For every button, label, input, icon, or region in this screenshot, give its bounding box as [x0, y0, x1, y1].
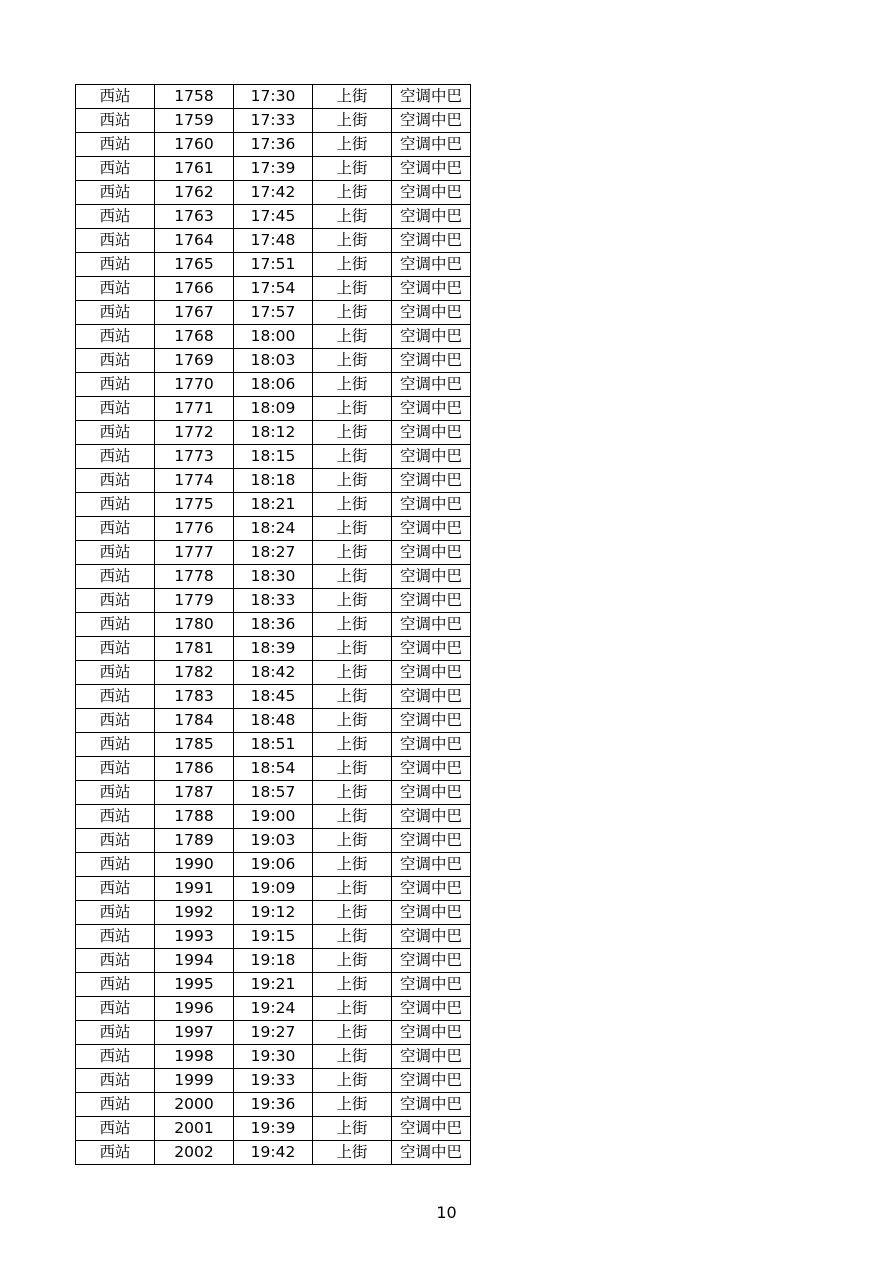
- origin-cell: 西站: [76, 589, 155, 613]
- vehicle-type-cell: 空调中巴: [392, 517, 471, 541]
- destination-cell: 上街: [313, 805, 392, 829]
- table-row: [76, 517, 471, 541]
- vehicle-type-cell: 空调中巴: [392, 949, 471, 973]
- departure-time-cell: 18:48: [234, 709, 313, 733]
- vehicle-type-cell: 空调中巴: [392, 709, 471, 733]
- departure-time-cell: 19:30: [234, 1045, 313, 1069]
- origin-cell: 西站: [76, 157, 155, 181]
- departure-time-cell: 19:39: [234, 1117, 313, 1141]
- origin-cell: 西站: [76, 661, 155, 685]
- origin-cell: 西站: [76, 85, 155, 109]
- vehicle-type-cell: 空调中巴: [392, 541, 471, 565]
- vehicle-type-cell: 空调中巴: [392, 661, 471, 685]
- vehicle-type-cell: 空调中巴: [392, 997, 471, 1021]
- bus-number-cell: 1765: [155, 253, 234, 277]
- destination-cell: 上街: [313, 325, 392, 349]
- destination-cell: 上街: [313, 517, 392, 541]
- destination-cell: 上街: [313, 229, 392, 253]
- table-row: [76, 397, 471, 421]
- destination-cell: 上街: [313, 1117, 392, 1141]
- departure-time-cell: 19:03: [234, 829, 313, 853]
- origin-cell: 西站: [76, 1093, 155, 1117]
- table-row: [76, 349, 471, 373]
- schedule-table-body: [76, 85, 471, 1165]
- vehicle-type-cell: 空调中巴: [392, 205, 471, 229]
- destination-cell: 上街: [313, 1045, 392, 1069]
- vehicle-type-cell: 空调中巴: [392, 421, 471, 445]
- origin-cell: 西站: [76, 613, 155, 637]
- vehicle-type-cell: 空调中巴: [392, 325, 471, 349]
- origin-cell: 西站: [76, 901, 155, 925]
- bus-number-cell: 1775: [155, 493, 234, 517]
- table-row: [76, 205, 471, 229]
- vehicle-type-cell: 空调中巴: [392, 1093, 471, 1117]
- destination-cell: 上街: [313, 349, 392, 373]
- bus-number-cell: 1779: [155, 589, 234, 613]
- departure-time-cell: 18:03: [234, 349, 313, 373]
- bus-number-cell: 1761: [155, 157, 234, 181]
- table-row: [76, 1069, 471, 1093]
- bus-number-cell: 1993: [155, 925, 234, 949]
- bus-number-cell: 1994: [155, 949, 234, 973]
- departure-time-cell: 17:51: [234, 253, 313, 277]
- bus-number-cell: 1773: [155, 445, 234, 469]
- table-row: [76, 253, 471, 277]
- vehicle-type-cell: 空调中巴: [392, 781, 471, 805]
- bus-number-cell: 2001: [155, 1117, 234, 1141]
- vehicle-type-cell: 空调中巴: [392, 1021, 471, 1045]
- bus-number-cell: 1780: [155, 613, 234, 637]
- vehicle-type-cell: 空调中巴: [392, 1069, 471, 1093]
- bus-number-cell: 2002: [155, 1141, 234, 1165]
- table-row: [76, 565, 471, 589]
- destination-cell: 上街: [313, 253, 392, 277]
- origin-cell: 西站: [76, 205, 155, 229]
- vehicle-type-cell: 空调中巴: [392, 877, 471, 901]
- destination-cell: 上街: [313, 157, 392, 181]
- vehicle-type-cell: 空调中巴: [392, 685, 471, 709]
- vehicle-type-cell: 空调中巴: [392, 973, 471, 997]
- departure-time-cell: 18:42: [234, 661, 313, 685]
- destination-cell: 上街: [313, 709, 392, 733]
- table-row: [76, 949, 471, 973]
- vehicle-type-cell: 空调中巴: [392, 757, 471, 781]
- vehicle-type-cell: 空调中巴: [392, 1045, 471, 1069]
- origin-cell: 西站: [76, 877, 155, 901]
- bus-number-cell: 2000: [155, 1093, 234, 1117]
- vehicle-type-cell: 空调中巴: [392, 853, 471, 877]
- bus-number-cell: 1774: [155, 469, 234, 493]
- destination-cell: 上街: [313, 277, 392, 301]
- origin-cell: 西站: [76, 757, 155, 781]
- bus-number-cell: 1789: [155, 829, 234, 853]
- table-row: [76, 157, 471, 181]
- vehicle-type-cell: 空调中巴: [392, 493, 471, 517]
- departure-time-cell: 18:00: [234, 325, 313, 349]
- departure-time-cell: 17:45: [234, 205, 313, 229]
- bus-number-cell: 1758: [155, 85, 234, 109]
- origin-cell: 西站: [76, 541, 155, 565]
- departure-time-cell: 17:42: [234, 181, 313, 205]
- bus-number-cell: 1786: [155, 757, 234, 781]
- departure-time-cell: 17:33: [234, 109, 313, 133]
- origin-cell: 西站: [76, 1069, 155, 1093]
- vehicle-type-cell: 空调中巴: [392, 301, 471, 325]
- origin-cell: 西站: [76, 469, 155, 493]
- origin-cell: 西站: [76, 949, 155, 973]
- departure-time-cell: 17:39: [234, 157, 313, 181]
- departure-time-cell: 19:24: [234, 997, 313, 1021]
- table-row: [76, 1141, 471, 1165]
- departure-time-cell: 18:27: [234, 541, 313, 565]
- vehicle-type-cell: 空调中巴: [392, 637, 471, 661]
- bus-number-cell: 1995: [155, 973, 234, 997]
- schedule-table: [75, 84, 471, 1165]
- origin-cell: 西站: [76, 973, 155, 997]
- destination-cell: 上街: [313, 733, 392, 757]
- table-row: [76, 589, 471, 613]
- origin-cell: 西站: [76, 1141, 155, 1165]
- destination-cell: 上街: [313, 133, 392, 157]
- bus-number-cell: 1768: [155, 325, 234, 349]
- table-row: [76, 781, 471, 805]
- origin-cell: 西站: [76, 253, 155, 277]
- destination-cell: 上街: [313, 973, 392, 997]
- destination-cell: 上街: [313, 1021, 392, 1045]
- departure-time-cell: 18:45: [234, 685, 313, 709]
- origin-cell: 西站: [76, 421, 155, 445]
- vehicle-type-cell: 空调中巴: [392, 85, 471, 109]
- departure-time-cell: 17:57: [234, 301, 313, 325]
- destination-cell: 上街: [313, 781, 392, 805]
- destination-cell: 上街: [313, 925, 392, 949]
- bus-number-cell: 1778: [155, 565, 234, 589]
- destination-cell: 上街: [313, 205, 392, 229]
- origin-cell: 西站: [76, 709, 155, 733]
- bus-number-cell: 1759: [155, 109, 234, 133]
- departure-time-cell: 19:06: [234, 853, 313, 877]
- departure-time-cell: 19:00: [234, 805, 313, 829]
- departure-time-cell: 19:12: [234, 901, 313, 925]
- origin-cell: 西站: [76, 517, 155, 541]
- bus-number-cell: 1767: [155, 301, 234, 325]
- departure-time-cell: 18:12: [234, 421, 313, 445]
- table-row: [76, 109, 471, 133]
- departure-time-cell: 17:30: [234, 85, 313, 109]
- origin-cell: 西站: [76, 1117, 155, 1141]
- origin-cell: 西站: [76, 349, 155, 373]
- origin-cell: 西站: [76, 1045, 155, 1069]
- table-row: [76, 709, 471, 733]
- bus-number-cell: 1990: [155, 853, 234, 877]
- bus-number-cell: 1781: [155, 637, 234, 661]
- table-row: [76, 85, 471, 109]
- departure-time-cell: 18:33: [234, 589, 313, 613]
- vehicle-type-cell: 空调中巴: [392, 181, 471, 205]
- vehicle-type-cell: 空调中巴: [392, 469, 471, 493]
- vehicle-type-cell: 空调中巴: [392, 445, 471, 469]
- table-row: [76, 829, 471, 853]
- departure-time-cell: 17:48: [234, 229, 313, 253]
- bus-number-cell: 1776: [155, 517, 234, 541]
- origin-cell: 西站: [76, 1021, 155, 1045]
- departure-time-cell: 18:15: [234, 445, 313, 469]
- origin-cell: 西站: [76, 133, 155, 157]
- vehicle-type-cell: 空调中巴: [392, 157, 471, 181]
- table-row: [76, 493, 471, 517]
- bus-number-cell: 1777: [155, 541, 234, 565]
- origin-cell: 西站: [76, 325, 155, 349]
- vehicle-type-cell: 空调中巴: [392, 829, 471, 853]
- vehicle-type-cell: 空调中巴: [392, 589, 471, 613]
- bus-number-cell: 1760: [155, 133, 234, 157]
- table-row: [76, 181, 471, 205]
- vehicle-type-cell: 空调中巴: [392, 613, 471, 637]
- bus-number-cell: 1784: [155, 709, 234, 733]
- vehicle-type-cell: 空调中巴: [392, 277, 471, 301]
- vehicle-type-cell: 空调中巴: [392, 565, 471, 589]
- origin-cell: 西站: [76, 829, 155, 853]
- destination-cell: 上街: [313, 997, 392, 1021]
- origin-cell: 西站: [76, 181, 155, 205]
- departure-time-cell: 18:18: [234, 469, 313, 493]
- table-row: [76, 973, 471, 997]
- departure-time-cell: 19:09: [234, 877, 313, 901]
- departure-time-cell: 18:57: [234, 781, 313, 805]
- vehicle-type-cell: 空调中巴: [392, 805, 471, 829]
- destination-cell: 上街: [313, 85, 392, 109]
- origin-cell: 西站: [76, 925, 155, 949]
- bus-number-cell: 1763: [155, 205, 234, 229]
- table-row: [76, 661, 471, 685]
- destination-cell: 上街: [313, 1141, 392, 1165]
- origin-cell: 西站: [76, 733, 155, 757]
- vehicle-type-cell: 空调中巴: [392, 253, 471, 277]
- destination-cell: 上街: [313, 421, 392, 445]
- destination-cell: 上街: [313, 373, 392, 397]
- origin-cell: 西站: [76, 805, 155, 829]
- departure-time-cell: 19:36: [234, 1093, 313, 1117]
- destination-cell: 上街: [313, 397, 392, 421]
- bus-number-cell: 1788: [155, 805, 234, 829]
- bus-number-cell: 1998: [155, 1045, 234, 1069]
- origin-cell: 西站: [76, 109, 155, 133]
- table-row: [76, 229, 471, 253]
- bus-number-cell: 1996: [155, 997, 234, 1021]
- bus-number-cell: 1785: [155, 733, 234, 757]
- origin-cell: 西站: [76, 397, 155, 421]
- destination-cell: 上街: [313, 637, 392, 661]
- destination-cell: 上街: [313, 757, 392, 781]
- table-row: [76, 901, 471, 925]
- bus-number-cell: 1771: [155, 397, 234, 421]
- table-row: [76, 925, 471, 949]
- departure-time-cell: 18:21: [234, 493, 313, 517]
- origin-cell: 西站: [76, 373, 155, 397]
- table-row: [76, 421, 471, 445]
- bus-number-cell: 1999: [155, 1069, 234, 1093]
- bus-number-cell: 1769: [155, 349, 234, 373]
- table-row: [76, 877, 471, 901]
- table-row: [76, 997, 471, 1021]
- destination-cell: 上街: [313, 613, 392, 637]
- departure-time-cell: 18:09: [234, 397, 313, 421]
- departure-time-cell: 19:18: [234, 949, 313, 973]
- vehicle-type-cell: 空调中巴: [392, 229, 471, 253]
- origin-cell: 西站: [76, 853, 155, 877]
- bus-number-cell: 1991: [155, 877, 234, 901]
- origin-cell: 西站: [76, 493, 155, 517]
- bus-number-cell: 1766: [155, 277, 234, 301]
- table-row: [76, 1045, 471, 1069]
- origin-cell: 西站: [76, 685, 155, 709]
- origin-cell: 西站: [76, 565, 155, 589]
- table-row: [76, 325, 471, 349]
- table-row: [76, 301, 471, 325]
- bus-number-cell: 1764: [155, 229, 234, 253]
- table-row: [76, 1117, 471, 1141]
- page-number: 10: [436, 1203, 457, 1222]
- destination-cell: 上街: [313, 949, 392, 973]
- destination-cell: 上街: [313, 301, 392, 325]
- departure-time-cell: 18:36: [234, 613, 313, 637]
- destination-cell: 上街: [313, 877, 392, 901]
- table-row: [76, 805, 471, 829]
- vehicle-type-cell: 空调中巴: [392, 349, 471, 373]
- destination-cell: 上街: [313, 1069, 392, 1093]
- table-row: [76, 1093, 471, 1117]
- bus-number-cell: 1772: [155, 421, 234, 445]
- table-row: [76, 757, 471, 781]
- table-row: [76, 613, 471, 637]
- destination-cell: 上街: [313, 685, 392, 709]
- vehicle-type-cell: 空调中巴: [392, 733, 471, 757]
- vehicle-type-cell: 空调中巴: [392, 901, 471, 925]
- departure-time-cell: 18:39: [234, 637, 313, 661]
- table-row: [76, 445, 471, 469]
- table-row: [76, 1021, 471, 1045]
- bus-number-cell: 1762: [155, 181, 234, 205]
- departure-time-cell: 17:36: [234, 133, 313, 157]
- departure-time-cell: 19:33: [234, 1069, 313, 1093]
- departure-time-cell: 18:06: [234, 373, 313, 397]
- table-row: [76, 853, 471, 877]
- vehicle-type-cell: 空调中巴: [392, 397, 471, 421]
- destination-cell: 上街: [313, 493, 392, 517]
- departure-time-cell: 18:30: [234, 565, 313, 589]
- destination-cell: 上街: [313, 589, 392, 613]
- destination-cell: 上街: [313, 541, 392, 565]
- departure-time-cell: 19:15: [234, 925, 313, 949]
- departure-time-cell: 18:24: [234, 517, 313, 541]
- departure-time-cell: 18:51: [234, 733, 313, 757]
- table-row: [76, 637, 471, 661]
- departure-time-cell: 17:54: [234, 277, 313, 301]
- destination-cell: 上街: [313, 109, 392, 133]
- destination-cell: 上街: [313, 1093, 392, 1117]
- origin-cell: 西站: [76, 637, 155, 661]
- vehicle-type-cell: 空调中巴: [392, 1141, 471, 1165]
- origin-cell: 西站: [76, 445, 155, 469]
- vehicle-type-cell: 空调中巴: [392, 1117, 471, 1141]
- origin-cell: 西站: [76, 997, 155, 1021]
- destination-cell: 上街: [313, 829, 392, 853]
- table-row: [76, 133, 471, 157]
- departure-time-cell: 19:21: [234, 973, 313, 997]
- destination-cell: 上街: [313, 445, 392, 469]
- bus-number-cell: 1770: [155, 373, 234, 397]
- destination-cell: 上街: [313, 565, 392, 589]
- vehicle-type-cell: 空调中巴: [392, 925, 471, 949]
- destination-cell: 上街: [313, 853, 392, 877]
- origin-cell: 西站: [76, 277, 155, 301]
- bus-number-cell: 1787: [155, 781, 234, 805]
- origin-cell: 西站: [76, 781, 155, 805]
- vehicle-type-cell: 空调中巴: [392, 109, 471, 133]
- origin-cell: 西站: [76, 229, 155, 253]
- table-row: [76, 373, 471, 397]
- destination-cell: 上街: [313, 181, 392, 205]
- destination-cell: 上街: [313, 901, 392, 925]
- bus-number-cell: 1992: [155, 901, 234, 925]
- table-row: [76, 541, 471, 565]
- table-row: [76, 685, 471, 709]
- departure-time-cell: 19:27: [234, 1021, 313, 1045]
- departure-time-cell: 19:42: [234, 1141, 313, 1165]
- table-row: [76, 277, 471, 301]
- destination-cell: 上街: [313, 469, 392, 493]
- table-row: [76, 469, 471, 493]
- bus-number-cell: 1783: [155, 685, 234, 709]
- origin-cell: 西站: [76, 301, 155, 325]
- bus-number-cell: 1997: [155, 1021, 234, 1045]
- departure-time-cell: 18:54: [234, 757, 313, 781]
- vehicle-type-cell: 空调中巴: [392, 133, 471, 157]
- table-row: [76, 733, 471, 757]
- bus-number-cell: 1782: [155, 661, 234, 685]
- vehicle-type-cell: 空调中巴: [392, 373, 471, 397]
- destination-cell: 上街: [313, 661, 392, 685]
